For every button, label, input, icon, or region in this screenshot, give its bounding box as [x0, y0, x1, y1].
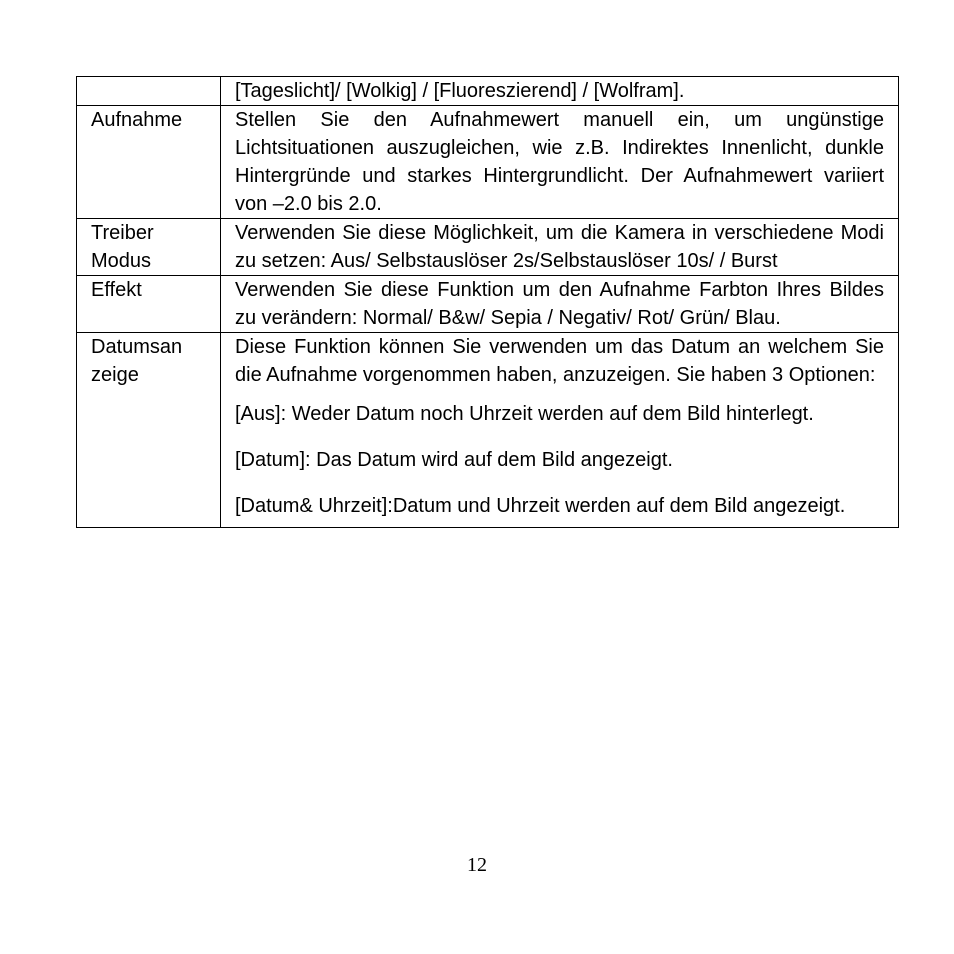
table-row: [77, 219, 899, 276]
setting-label-cell: [77, 276, 221, 333]
setting-label-cell: [77, 219, 221, 276]
table-row: [77, 77, 899, 106]
setting-description: Verwenden Sie diese Funktion um den Aufnahme Farbton Ihres Bildes zu verändern: Normal/ B&w/ Sepia / Negativ/ Rot/ Grün/ Blau.: [235, 279, 884, 329]
date-option-off: [Aus]: Weder Datum noch Uhrzeit werden auf dem Bild hinterlegt.: [235, 403, 814, 425]
setting-label: Datumsan zeige: [91, 336, 183, 386]
setting-label-cell: [77, 106, 221, 219]
setting-description-cell: [221, 333, 899, 528]
setting-label-cell: [77, 77, 221, 106]
setting-description: Verwenden Sie diese Möglichkeit, um die Kamera in verschiedene Modi zu setzen: Aus/ Selbstauslöser 2s/Selbstauslöser 10s/ / Burst: [235, 222, 884, 272]
setting-label: Treiber Modus: [91, 222, 154, 272]
date-option-date-time: [Datum& Uhrzeit]:Datum und Uhrzeit werden auf dem Bild angezeigt.: [235, 495, 846, 517]
table-row: [77, 106, 899, 219]
table-row: [77, 276, 899, 333]
setting-description-cell: [221, 276, 899, 333]
setting-label: Aufnahme: [91, 109, 183, 131]
setting-label-cell: [77, 333, 221, 528]
date-option-date: [Datum]: Das Datum wird auf dem Bild angezeigt.: [235, 449, 673, 471]
setting-description: Diese Funktion können Sie verwenden um das Datum an welchem Sie die Aufnahme vorgenommen haben, anzuzeigen. Sie haben 3 Optionen:: [235, 336, 884, 386]
table-row: [77, 333, 899, 528]
settings-table: [76, 76, 899, 528]
page-number: 12: [467, 854, 487, 876]
setting-description: [Tageslicht]/ [Wolkig] / [Fluoreszierend] / [Wolfram].: [235, 80, 685, 102]
setting-description-cell: [221, 219, 899, 276]
setting-label: Effekt: [91, 279, 142, 301]
setting-description: Stellen Sie den Aufnahmewert manuell ein, um ungünstige Lichtsituationen auszugleichen, wie z.B. Indirektes Innenlicht, dunkle Hintergründe und starkes Hintergrundlicht. Der Aufnahmewert variiert von –2.0 bis 2.0.: [235, 109, 884, 215]
setting-description-cell: [221, 77, 899, 106]
setting-description-cell: [221, 106, 899, 219]
